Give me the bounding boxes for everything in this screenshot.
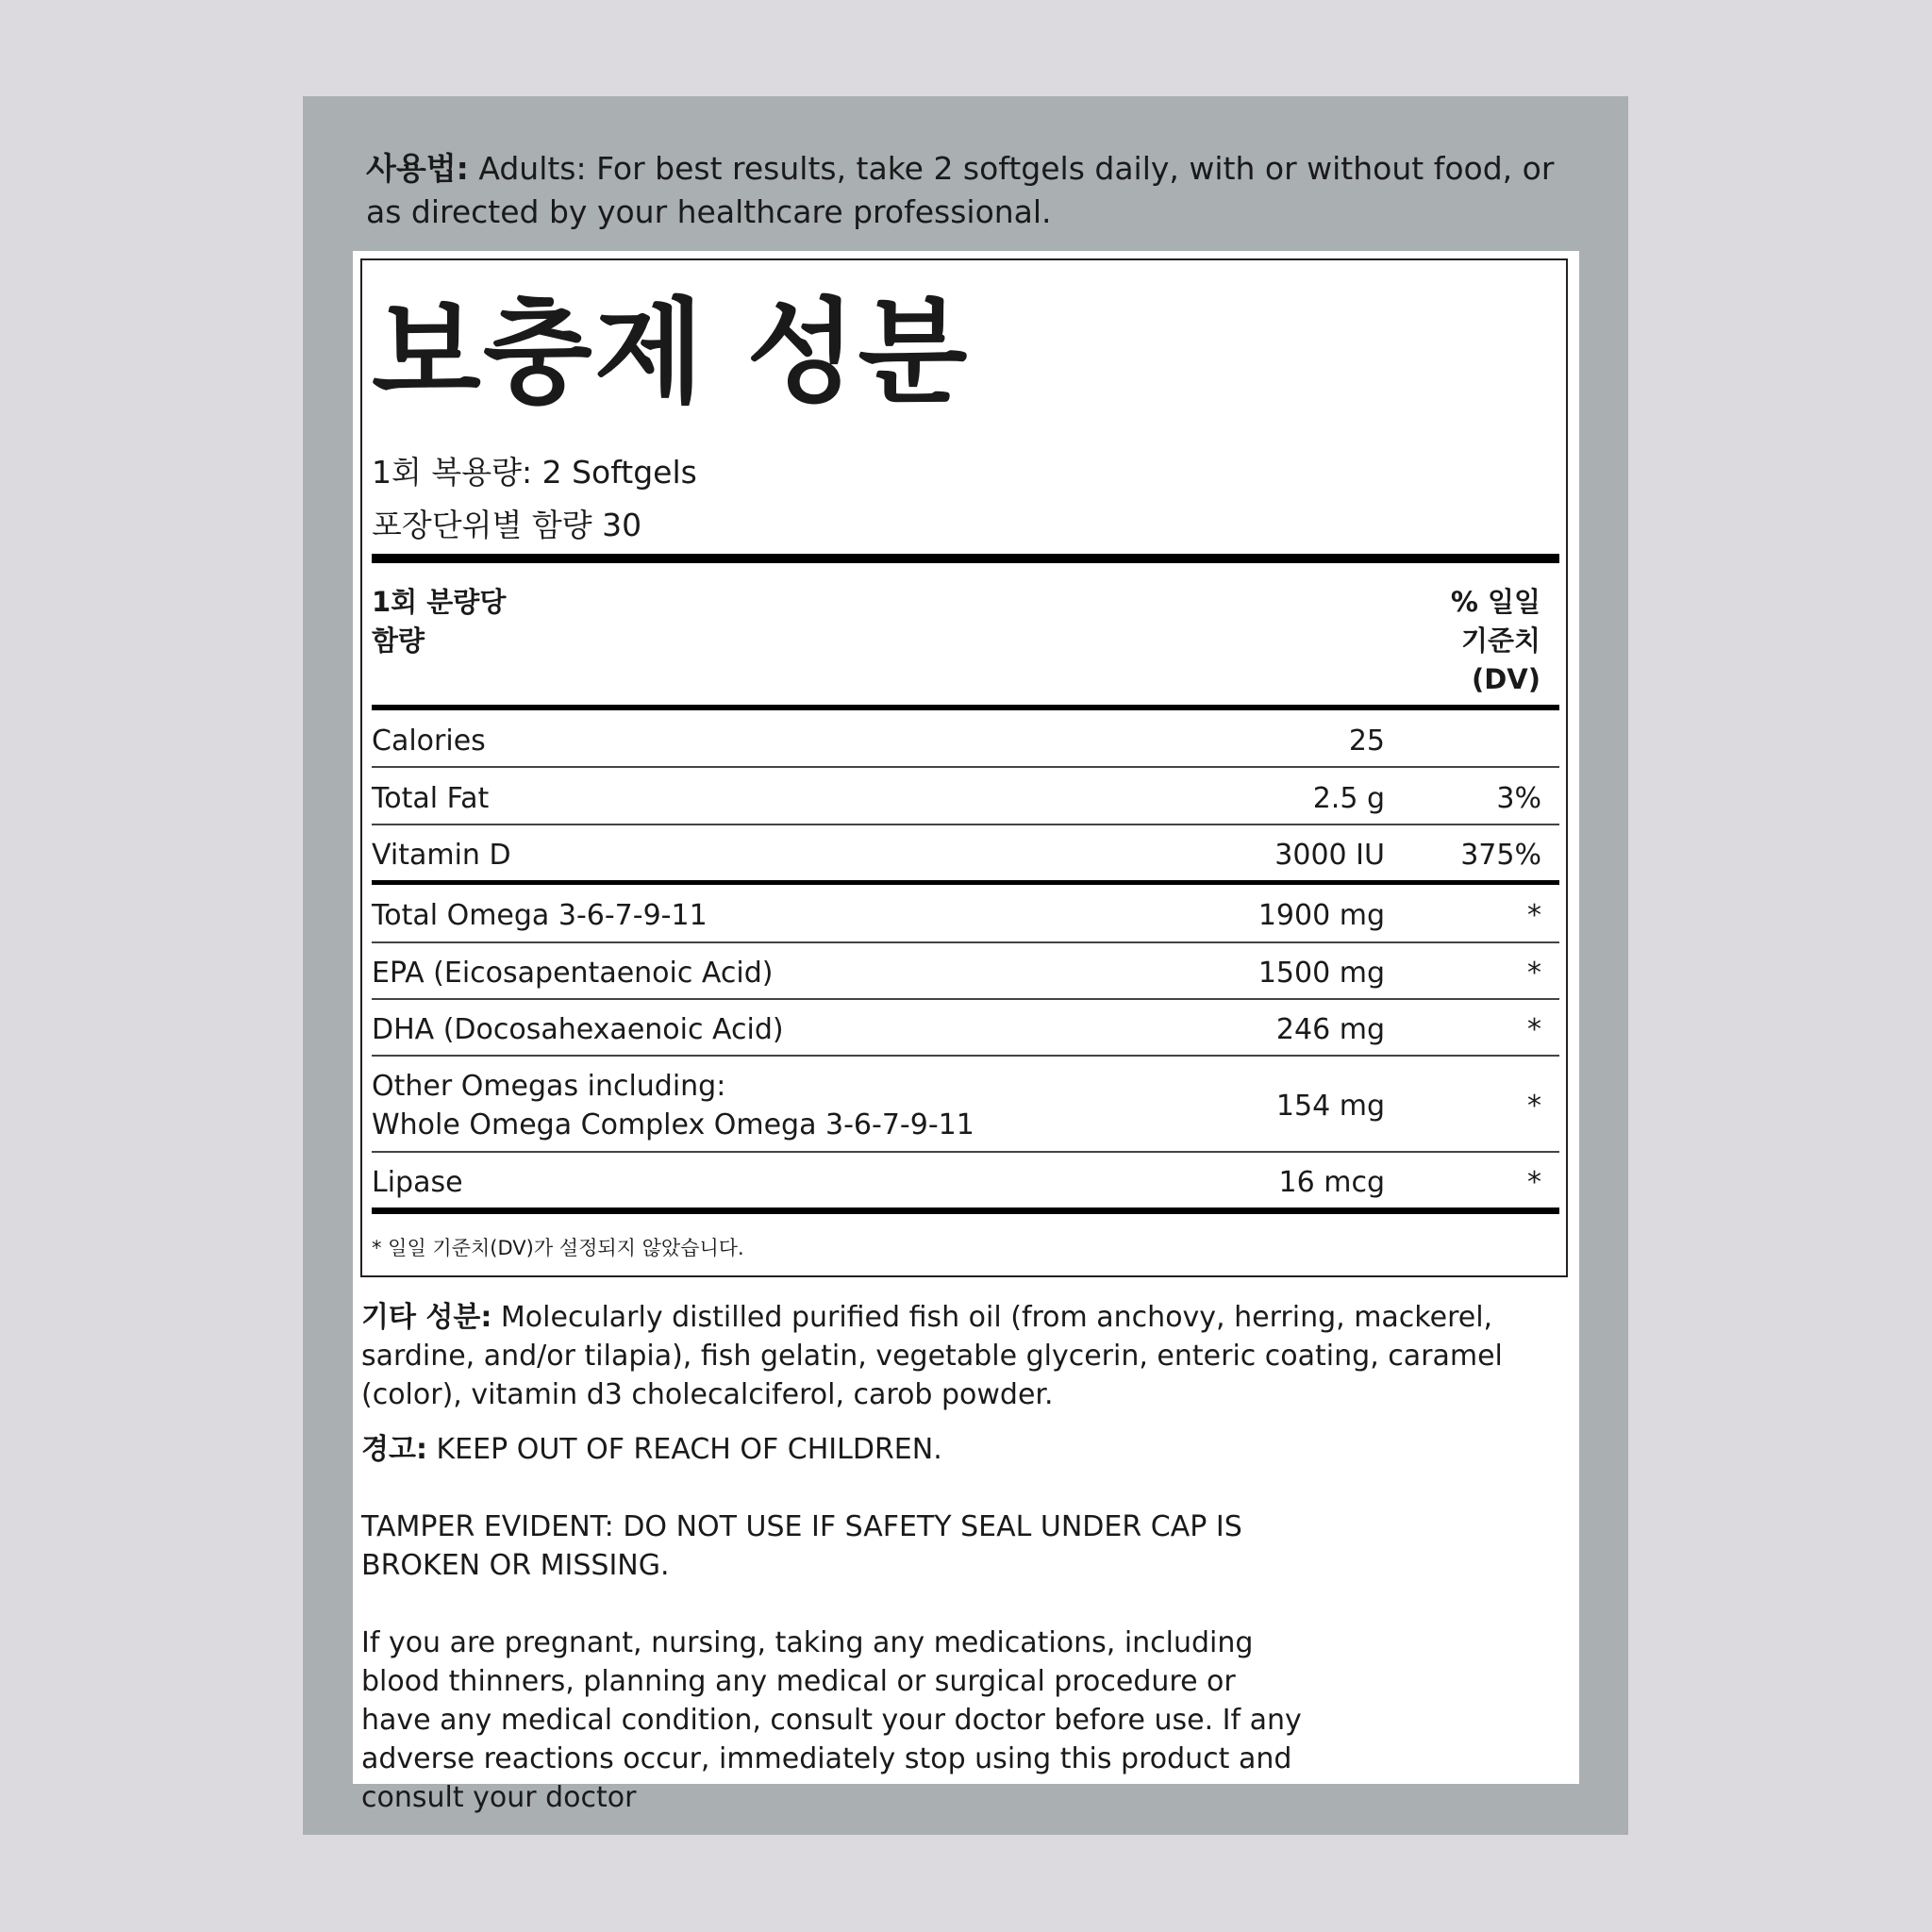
nutrient-dv: * [1527, 1013, 1541, 1046]
nutrient-amount: 2.5 g [1312, 782, 1385, 815]
nutrient-dv: * [1527, 1090, 1541, 1123]
row-divider [372, 766, 1559, 768]
nutrient-dv: 3% [1496, 782, 1541, 815]
nutrient-amount: 3000 IU [1274, 839, 1385, 872]
header-right-line1: % 일일 [1450, 586, 1541, 618]
nutrient-dv: * [1527, 899, 1541, 932]
bottom-divider [372, 1208, 1559, 1214]
warning [361, 1430, 1305, 1469]
section-divider [372, 880, 1559, 885]
nutrient-name: Total Omega 3-6-7-9-11 [372, 899, 708, 932]
nutrient-name: DHA (Docosahexaenoic Acid) [372, 1013, 784, 1046]
header-left-line2: 함량 [372, 625, 425, 657]
nutrient-amount: 154 mg [1275, 1090, 1385, 1123]
nutrient-amount: 1900 mg [1257, 899, 1385, 932]
dv-footnote: * 일일 기준치(DV)가 설정되지 않았습니다. [372, 1237, 744, 1259]
daily-value-header [1352, 583, 1541, 699]
row-divider [372, 941, 1559, 943]
directions-label: 사용법: [366, 150, 469, 187]
row-divider [372, 824, 1559, 825]
amount-per-serving-header [372, 583, 655, 660]
nutrient-dv: * [1527, 957, 1541, 990]
other-ingredients-label: 기타 성분: [361, 1301, 492, 1334]
other-ingredients [361, 1298, 1559, 1414]
nutrient-dv: * [1527, 1166, 1541, 1199]
nutrient-name [372, 1067, 1221, 1144]
directions-body: Adults: For best results, take 2 softgels daily, with or without food, or as directed by your healthcare professional. [366, 150, 1555, 230]
header-right-line2: 기준치 [1460, 625, 1541, 657]
nutrient-name: Calories [372, 724, 486, 758]
servings-per-container: 포장단위별 함량 30 [372, 507, 642, 543]
nutrient-name: Total Fat [372, 782, 490, 815]
other-ingredients-text: Molecularly distilled purified fish oil (from anchovy, herring, mackerel, sardine, and/or tilapia), fish gelatin, vegetable glycerin, enteric coating, caramel (color), vitamin d3 cholecalciferol, carob powder. [361, 1301, 1503, 1411]
header-divider [372, 705, 1559, 710]
nutrient-name: EPA (Eicosapentaenoic Acid) [372, 957, 774, 990]
header-right-line3: (DV) [1471, 663, 1541, 695]
nutrient-amount: 246 mg [1275, 1013, 1385, 1046]
nutrient-amount: 25 [1348, 724, 1385, 758]
nutrient-name-line2: Whole Omega Complex Omega 3-6-7-9-11 [372, 1108, 974, 1141]
row-divider [372, 998, 1559, 1000]
nutrient-dv: 375% [1460, 839, 1541, 872]
nutrient-amount: 1500 mg [1257, 957, 1385, 990]
tamper-evident-text: TAMPER EVIDENT: DO NOT USE IF SAFETY SEAL UNDER CAP IS BROKEN OR MISSING. [361, 1510, 1242, 1582]
warning-label: 경고: [361, 1433, 427, 1466]
nutrient-name: Vitamin D [372, 839, 511, 872]
serving-size: 1회 복용량: 2 Softgels [372, 454, 697, 491]
row-divider [372, 1055, 1559, 1057]
nutrient-amount: 16 mcg [1278, 1166, 1385, 1199]
row-divider [372, 1151, 1559, 1153]
table-row [372, 1067, 1541, 1144]
warning-text: KEEP OUT OF REACH OF CHILDREN. [426, 1433, 942, 1466]
header-left-line1: 1회 분량당 [372, 586, 507, 618]
nutrient-name: Lipase [372, 1166, 463, 1199]
directions-text [366, 147, 1574, 234]
pregnancy-warning-text: If you are pregnant, nursing, taking any medications, including blood thinners, planning any medical or surgical procedure or have any medical condition, consult your doctor before use. If any adverse reactions occur, immediately stop using this product and consult your doctor [361, 1626, 1302, 1814]
supplement-facts-title: 보충제 성분 [372, 288, 970, 419]
thick-divider [372, 554, 1559, 563]
nutrient-name-line1: Other Omegas including: [372, 1070, 726, 1103]
